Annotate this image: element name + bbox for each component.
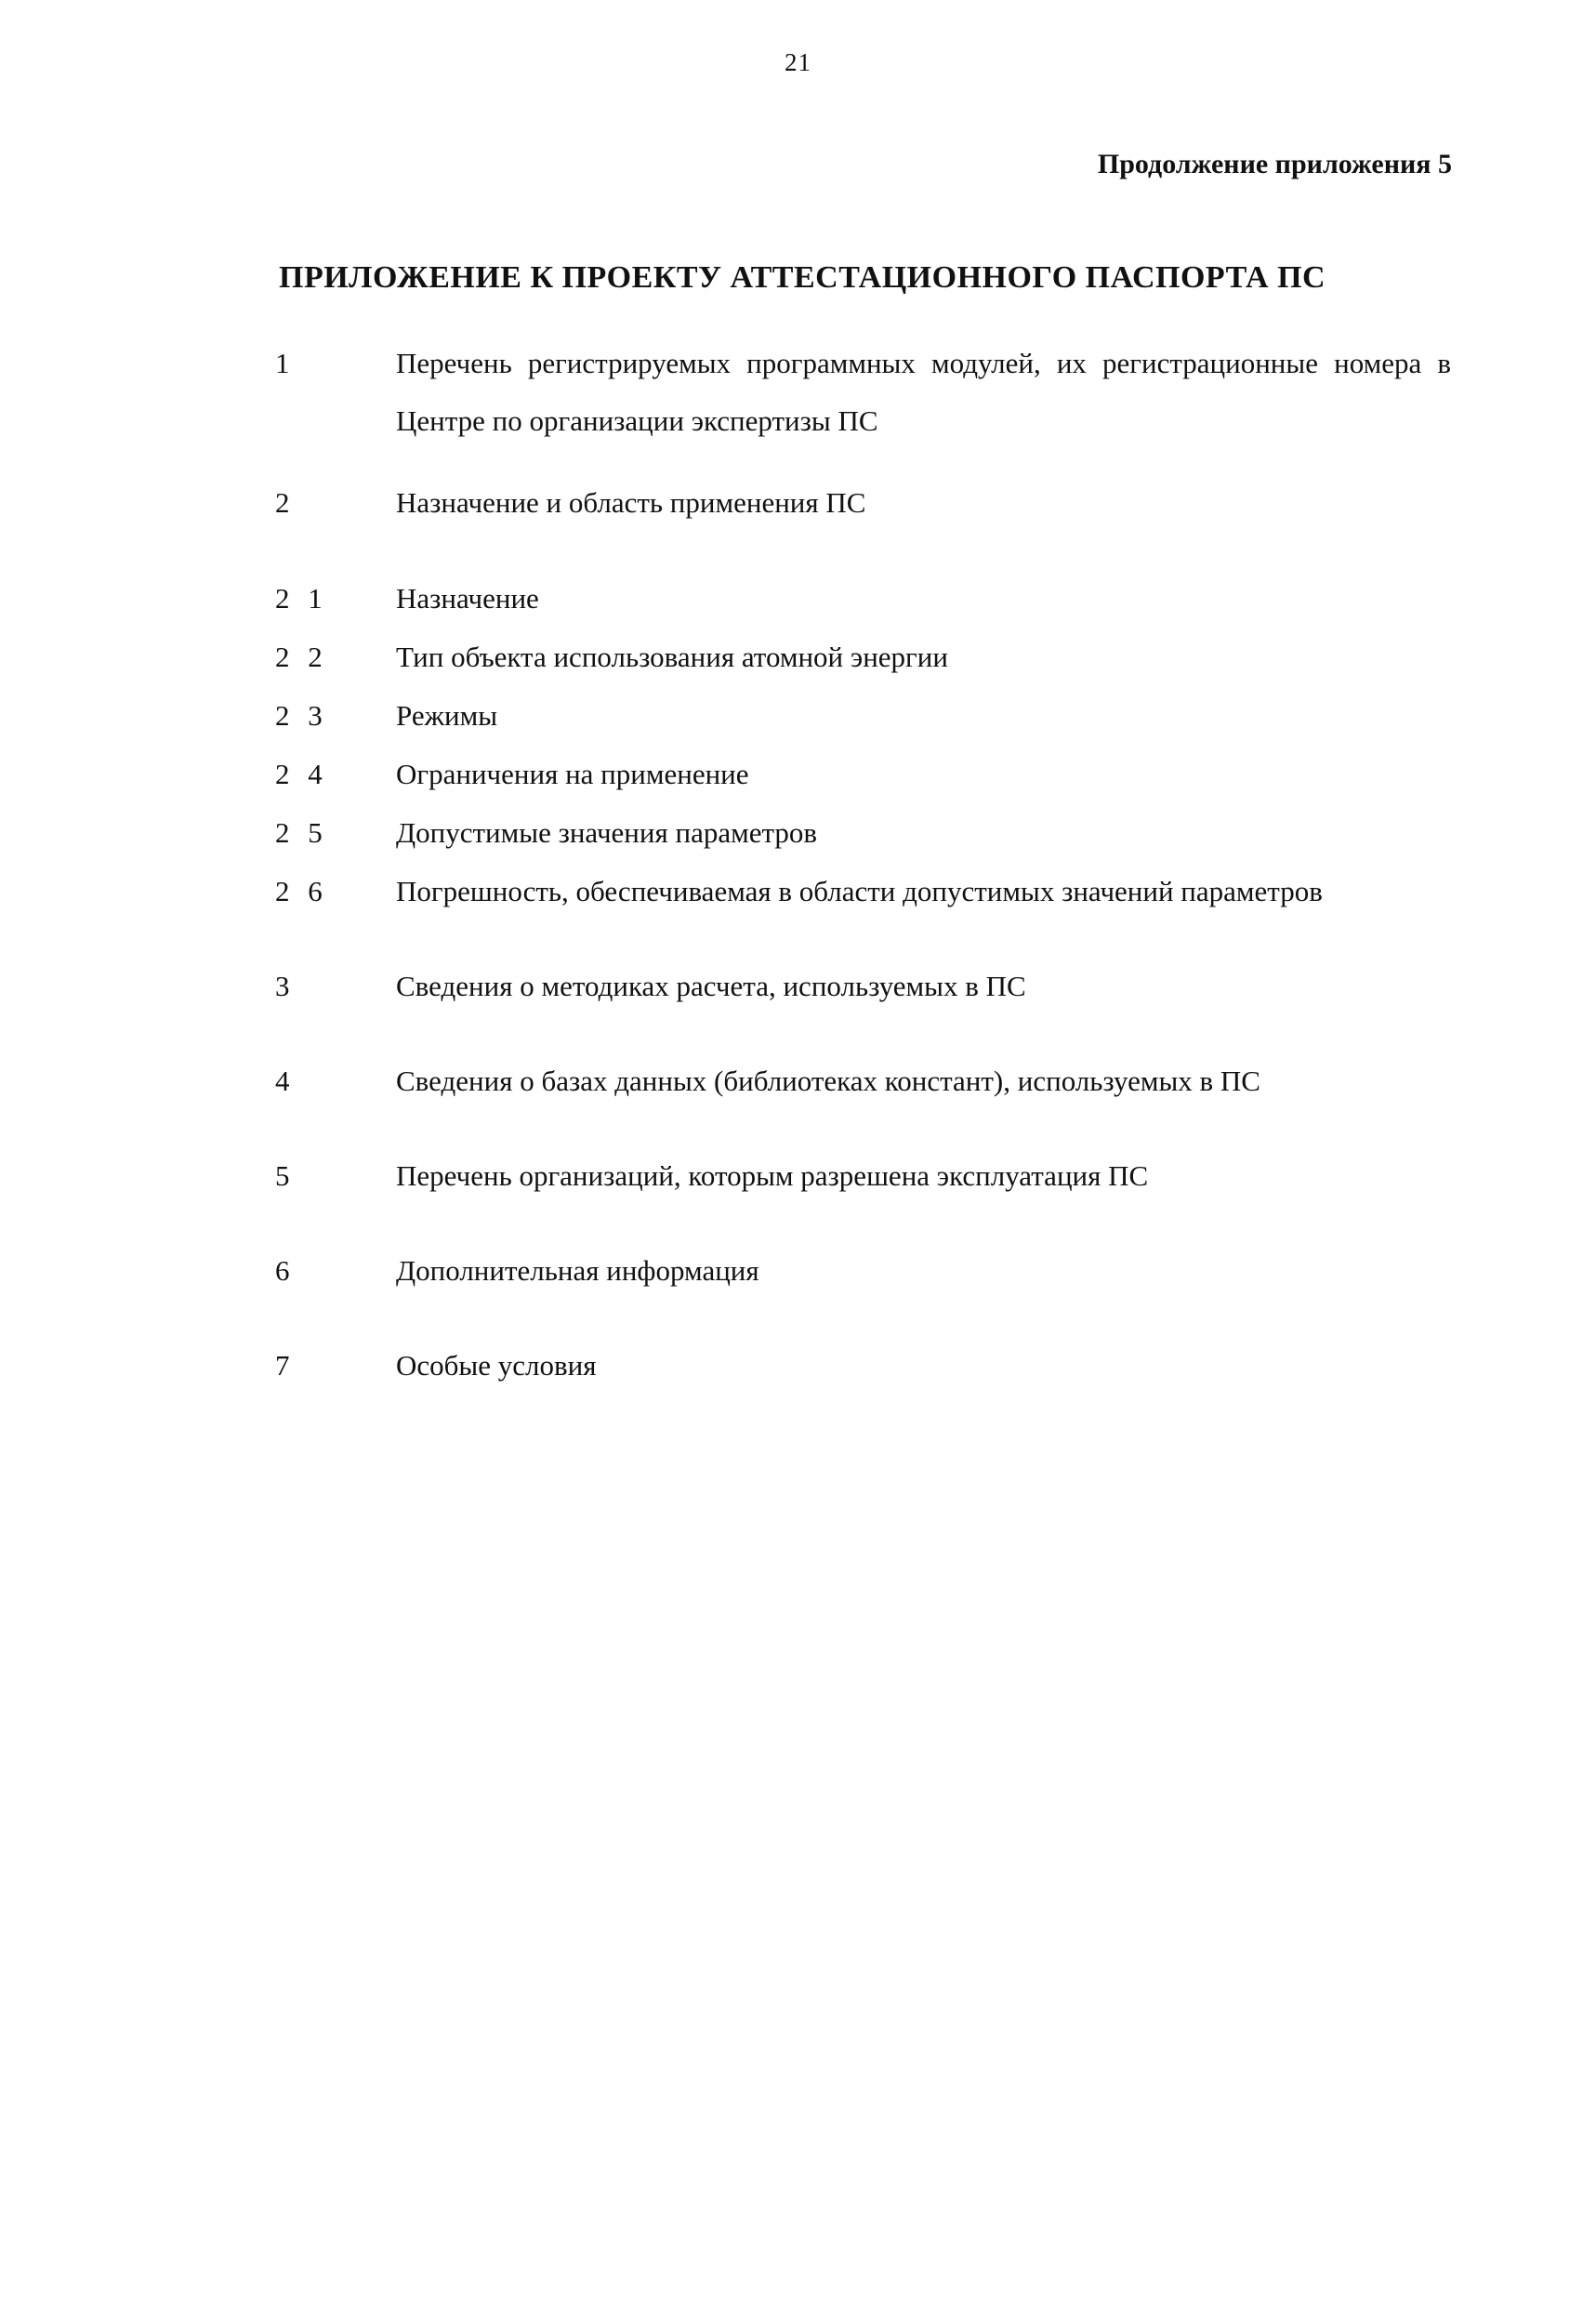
item-text: Перечень организаций, которым разрешена эксплуатация ПС <box>396 1159 1149 1192</box>
list-item <box>275 958 1451 1015</box>
item-text: Особые условия <box>396 1349 597 1382</box>
list-item <box>275 1147 1451 1205</box>
continuation-label: Продолжение приложения 5 <box>1097 149 1452 179</box>
item-text: Ограничения на применение <box>396 758 749 790</box>
item-text: Сведения о базах данных (библиотеках констант), используемых в ПС <box>396 1065 1260 1097</box>
item-text: Допустимые значения параметров <box>396 816 818 849</box>
item-text: Погрешность, обеспечиваемая в области допустимых значений параметров <box>396 875 1323 907</box>
item-number: 2 3 <box>275 699 328 732</box>
item-number: 1 <box>275 347 296 379</box>
item-number: 2 4 <box>275 758 328 790</box>
list-item <box>275 862 1451 920</box>
item-text: Режимы <box>396 699 498 732</box>
list-item <box>275 745 1451 803</box>
item-text: Назначение и область применения ПС <box>396 486 866 519</box>
item-number: 2 2 <box>275 641 328 673</box>
item-number: 2 1 <box>275 582 328 615</box>
item-number: 5 <box>275 1159 296 1192</box>
list-item <box>275 1337 1451 1395</box>
list-item <box>275 569 1451 628</box>
item-number: 2 5 <box>275 816 328 849</box>
item-number: 4 <box>275 1065 296 1097</box>
item-number: 2 <box>275 486 296 519</box>
list-item <box>275 474 1451 532</box>
list-item <box>275 335 1451 450</box>
contents-list <box>275 335 1451 1395</box>
list-item <box>275 686 1451 745</box>
item-number: 3 <box>275 970 296 1002</box>
item-number: 2 6 <box>275 875 328 907</box>
page-number: 21 <box>785 48 811 76</box>
list-item <box>275 628 1451 686</box>
item-number: 7 <box>275 1349 296 1382</box>
list-item <box>275 1242 1451 1300</box>
list-item <box>275 803 1451 862</box>
item-text: Сведения о методиках расчета, используемых в ПС <box>396 970 1026 1002</box>
document-title: ПРИЛОЖЕНИЕ К ПРОЕКТУ АТТЕСТАЦИОННОГО ПАСПОРТА ПС <box>279 260 1326 295</box>
list-item <box>275 1052 1451 1110</box>
item-text: Дополнительная информация <box>396 1254 759 1287</box>
item-text: Перечень регистрируемых программных модулей, их регистрационные номера в Центре по организации экспертизы ПС <box>396 347 1451 437</box>
item-text: Назначение <box>396 582 539 615</box>
item-number: 6 <box>275 1254 296 1287</box>
item-text: Тип объекта использования атомной энергии <box>396 641 948 673</box>
